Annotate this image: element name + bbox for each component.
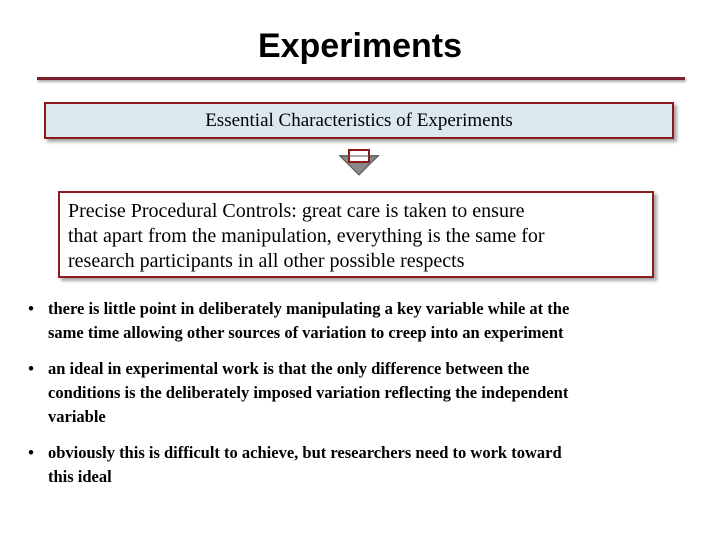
bullet-line: obviously this is difficult to achieve, but researchers need to work toward [48,443,562,462]
bullet-line: variable [48,407,106,426]
procedural-line: Precise Procedural Controls: great care is taken to ensure [68,200,525,222]
bullet-line: this ideal [48,467,112,486]
characteristics-box: Essential Characteristics of Experiments [44,102,674,139]
bullet-item [24,441,696,489]
slide-title: Experiments [257,27,463,65]
bullet-line: conditions is the deliberately imposed variation reflecting the independent [48,383,569,402]
procedural-controls-box [58,191,654,278]
procedural-line: research participants in all other possible respects [68,250,465,272]
bullet-marker: • [28,299,34,318]
down-arrow-icon [336,148,382,178]
bullet-marker: • [28,443,34,462]
bullet-list [24,297,696,501]
bullet-item [24,297,696,345]
bullet-line: same time allowing other sources of variation to creep into an experiment [48,323,564,342]
procedural-line: that apart from the manipulation, everything is the same for [68,225,545,247]
bullet-line: an ideal in experimental work is that the only difference between the [48,359,530,378]
bullet-item [24,357,696,429]
bullet-marker: • [28,359,34,378]
bullet-line: there is little point in deliberately manipulating a key variable while at the [48,299,570,318]
title-divider [37,77,685,80]
